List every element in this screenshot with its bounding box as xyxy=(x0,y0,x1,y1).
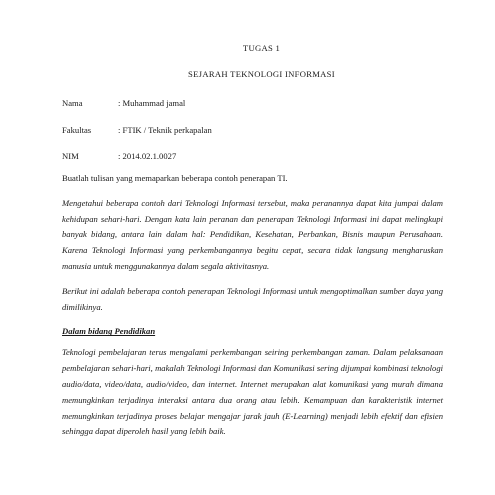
fakultas-row xyxy=(62,125,443,135)
nama-label: Nama xyxy=(62,98,83,108)
paragraph-intro: Mengetahui beberapa contoh dari Teknologi Informasi tersebut, maka peranannya dapat kita jumpai dalam kehidupan sehari-hari. Dengan kata lain peranan dan penerapan Teknologi Informasi ini dapat melingkupi banyak bidang, antara lain dalam hal: Pendidikan, Kesehatan, Perbankan, Bisnis maupun Perusahaan. Karena Teknologi Informasi yang perkembangannya begitu cepat, secara tidak langsung mengharuskan manusia untuk menggunakannya dalam segala aktivitasnya. xyxy=(62,197,443,271)
nim-row xyxy=(62,151,443,161)
nim-label: NIM xyxy=(62,151,79,161)
nama-value: : Muhammad jamal xyxy=(118,98,186,108)
nim-value: : 2014.02.1.0027 xyxy=(118,151,177,161)
fakultas-label: Fakultas xyxy=(62,125,92,135)
paragraph-examples: Berikut ini adalah beberapa contoh penerapan Teknologi Informasi untuk mengoptimalkan sumber daya yang dimilikinya. xyxy=(62,285,443,312)
fakultas-value: : FTIK / Teknik perkapalan xyxy=(118,125,212,135)
instruction-text: Buatlah tulisan yang memaparkan beberapa contoh penerapan TI. xyxy=(62,173,288,183)
section-heading: Dalam bidang Pendidikan xyxy=(62,326,156,337)
nama-row xyxy=(62,98,443,108)
document-title: TUGAS 1 xyxy=(242,43,281,53)
paragraph-education: Teknologi pembelajaran terus mengalami perkembangan seiring perkembangan zaman. Dalam pelaksanaan pembelajaran sehari-hari, makalah Teknologi Informasi dan Komunikasi sering dijumpai kombinasi teknologi audio/data, video/data, audio/video, dan internet. Internet merupakan alat komunikasi yang murah dimana memungkinkan terjadinya interaksi antara dua orang atau lebih. Kemampuan dan karakteristik internet memungkinkan terjadinya proses belajar mengajar jarak jauh (E-Learning) menjadi lebih efektif dan efisien sehingga dapat diperoleh hasil yang lebih baik. xyxy=(62,347,443,437)
document-subtitle: SEJARAH TEKNOLOGI INFORMASI xyxy=(188,69,335,79)
